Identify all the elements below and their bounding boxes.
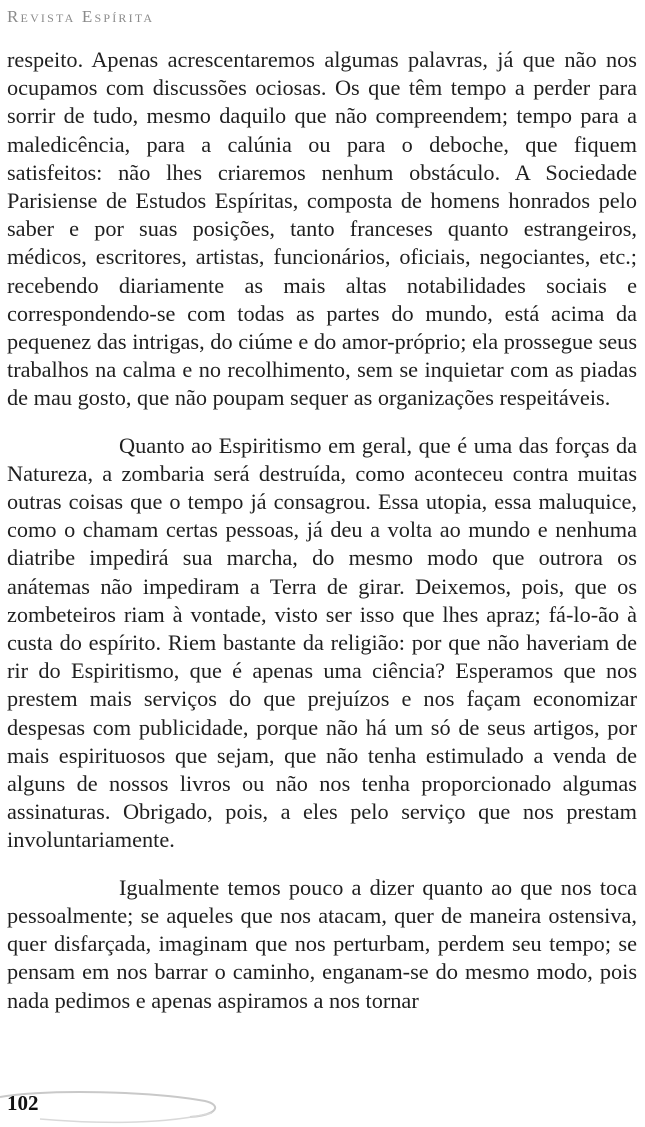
paragraph-1: respeito. Apenas acrescentaremos algumas palavras, já que não nos ocupamos com discussões ociosas. Os que têm tempo a perder para sorrir de tudo, mesmo daquilo que não compreendem; tempo para a maledicência, para a calúnia ou para o deboche, que fiquem satisfeitos: não lhes criaremos nenhum obstáculo. A Sociedade Parisiense de Estudos Espíritas, composta de homens honrados pelo saber e por suas posições, tanto franceses quanto estrangeiros, médicos, escritores, artistas, funcionários, oficiais, negociantes, etc.; recebendo diariamente as mais altas notabilidades sociais e correspondendo-se com todas as partes do mundo, está acima da pequenez das intrigas, do ciúme e do amor-próprio; ela prossegue seus trabalhos na calma e no recolhimento, sem se inquietar com as piadas de mau gosto, que não poupam sequer as organizações respeitáveis. bbox=[7, 47, 637, 411]
paragraph-3: Igualmente temos pouco a dizer quanto ao que nos toca pessoalmente; se aqueles que nos atacam, quer de maneira ostensiva, quer disfarçada, imaginam que nos perturbam, perdem seu tempo; se pensam em nos barrar o caminho, enganam-se do mesmo modo, pois nada pedimos e apenas aspiramos a nos tornar bbox=[7, 874, 637, 1013]
page-body bbox=[7, 46, 637, 1015]
page-footer bbox=[0, 1075, 645, 1127]
decorative-swoosh bbox=[0, 1075, 260, 1127]
running-header: Revista Espírita bbox=[7, 7, 155, 26]
paragraph-2: Quanto ao Espiritismo em geral, que é uma das forças da Natureza, a zombaria será destruída, como aconteceu contra muitas outras coisas que o tempo já consagrou. Essa utopia, essa maluquice, como o chamam certas pessoas, já deu a volta ao mundo e nenhuma diatribe impedirá sua marcha, do mesmo modo que outrora os anátemas não impediram a Terra de girar. Deixemos, pois, que os zombeteiros riam à vontade, visto ser isso que lhes apraz; fá-lo-ão à custa do espírito. Riem bastante da religião: por que não haveriam de rir do Espiritismo, que é apenas uma ciência? Esperamos que nos prestem mais serviços do que prejuízos e nos façam economizar despesas com publicidade, porque não há um só de seus artigos, por mais espirituosos que sejam, que não tenha estimulado a venda de alguns de nossos livros ou não nos tenha proporcionado algumas assinaturas. Obrigado, pois, a eles pelo serviço que nos prestam involuntariamente. bbox=[7, 432, 637, 853]
page-number: 102 bbox=[7, 1091, 39, 1115]
